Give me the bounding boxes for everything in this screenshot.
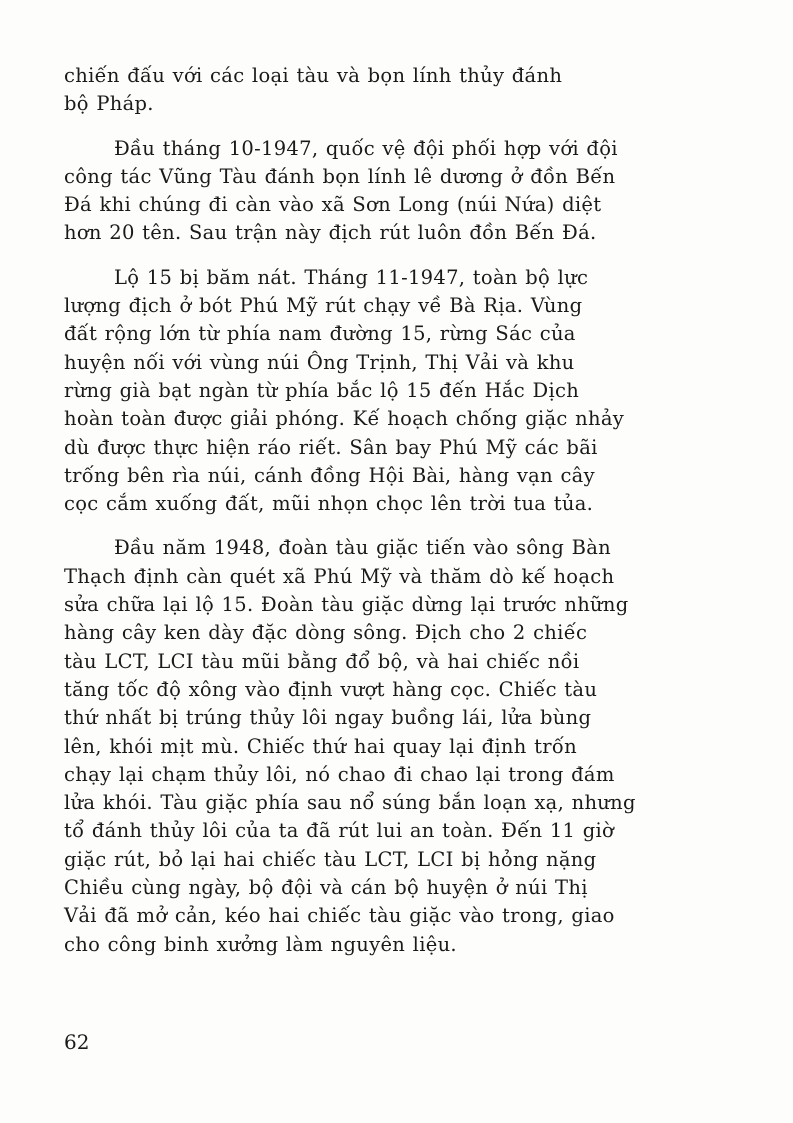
text-line: Lộ 15 bị băm nát. Tháng 11-1947, toàn bộ lực [114, 265, 589, 289]
text-line: rừng già bạt ngàn từ phía bắc lộ 15 đến Hắc Dịch [64, 378, 580, 402]
text-line: lửa khói. Tàu giặc phía sau nổ súng bắn loạn xạ, nhưng [64, 791, 636, 815]
paragraph [64, 264, 730, 519]
text-line: hơn 20 tên. Sau trận này địch rút luôn đồn Bến Đá. [64, 221, 597, 245]
text-line: lên, khói mịt mù. Chiếc thứ hai quay lại định trốn [64, 734, 577, 758]
text-line: huyện nối với vùng núi Ông Trịnh, Thị Vải và khu [64, 350, 575, 374]
text-line: Đầu tháng 10-1947, quốc vệ đội phối hợp với đội [114, 136, 618, 160]
text-line: tàu LCT, LCI tàu mũi bằng đổ bộ, và hai chiếc nồi [64, 649, 580, 673]
text-line: cho công binh xưởng làm nguyên liệu. [64, 932, 457, 956]
text-line: sửa chữa lại lộ 15. Đoàn tàu giặc dừng lại trước những [64, 593, 629, 617]
text-line: công tác Vũng Tàu đánh bọn lính lê dương ở đồn Bến [64, 164, 616, 188]
text-line: chạy lại chạm thủy lôi, nó chao đi chao lại trong đám [64, 762, 615, 786]
text-line: lượng địch ở bót Phú Mỹ rút chạy về Bà Rịa. Vùng [64, 294, 583, 318]
text-line: Chiều cùng ngày, bộ đội và cán bộ huyện ở núi Thị [64, 876, 588, 900]
text-line: hàng cây ken dày đặc dòng sông. Địch cho 2 chiếc [64, 621, 588, 645]
text-line: thứ nhất bị trúng thủy lôi ngay buồng lái, lửa bùng [64, 706, 592, 730]
text-line: đất rộng lớn từ phía nam đường 15, rừng Sác của [64, 322, 576, 346]
body-text [64, 62, 730, 959]
text-line: hoàn toàn được giải phóng. Kế hoạch chống giặc nhảy [64, 407, 625, 431]
paragraph [64, 62, 730, 119]
text-line: Đầu năm 1948, đoàn tàu giặc tiến vào sông Bàn [114, 536, 612, 560]
text-line: bộ Pháp. [64, 92, 154, 116]
text-line: chiến đấu với các loại tàu và bọn lính thủy đánh [64, 64, 563, 87]
text-line: tổ đánh thủy lôi của ta đã rút lui an toàn. Đến 11 giờ [64, 819, 615, 843]
text-line: Vải đã mở cản, kéo hai chiếc tàu giặc vào trong, giao [64, 904, 615, 928]
text-line: trống bên rìa núi, cánh đồng Hội Bài, hàng vạn cây [64, 463, 595, 487]
text-line: Đá khi chúng đi càn vào xã Sơn Long (núi Nứa) diệt [64, 193, 602, 217]
text-line: Thạch định càn quét xã Phú Mỹ và thăm dò kế hoạch [64, 564, 615, 588]
paragraph [64, 534, 730, 958]
text-line: tăng tốc độ xông vào định vượt hàng cọc. Chiếc tàu [64, 677, 598, 701]
page-number: 62 [64, 1030, 90, 1054]
text-line: cọc cắm xuống đất, mũi nhọn chọc lên trời tua tủa. [64, 492, 594, 516]
text-line: giặc rút, bỏ lại hai chiếc tàu LCT, LCI bị hỏng nặng [64, 847, 597, 871]
paragraph [64, 135, 730, 248]
text-line: dù được thực hiện ráo riết. Sân bay Phú Mỹ các bãi [64, 435, 598, 459]
